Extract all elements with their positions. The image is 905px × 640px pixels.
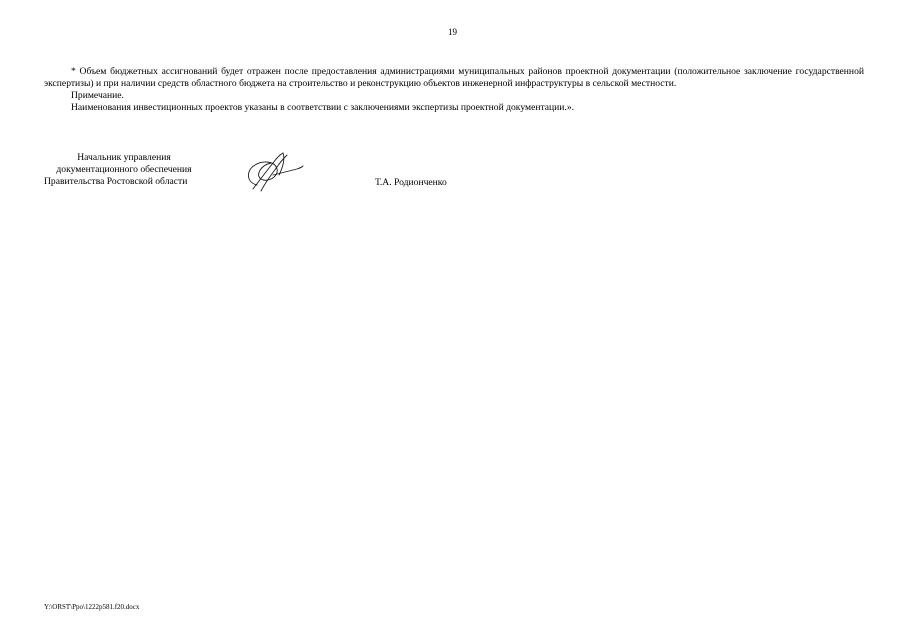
signatory-title [44, 152, 204, 187]
signature-stroke-hook [279, 153, 284, 175]
footer-file-path: Y:\ORST\Ppo\1222p581.f20.docx [44, 603, 140, 611]
remark-label: Примечание. [71, 90, 124, 101]
signatory-title-line-3: Правительства Ростовской области [44, 175, 188, 187]
notes-section [44, 66, 864, 114]
signature-stroke-main [253, 153, 283, 189]
remark-text: Наименования инвестиционных проектов указаны в соответствии с заключениями экспертизы проектной документации.». [71, 102, 575, 113]
handwritten-signature [243, 151, 305, 193]
signatory-title-line-1: Начальник управления [77, 152, 171, 163]
signatory-title-line-2: документационного обеспечения [56, 163, 192, 175]
signatory-name: Т.А. Родионченко [375, 177, 447, 188]
signature-stroke-loop [248, 162, 277, 185]
footnote-text: * Объем бюджетных ассигнований будет отражен после предоставления администрациями муниципальных районов проектной документации (положительное заключение государственной экспертизы) и при наличии средств областного бюджета на строительство и реконструкцию объектов инженерной инфраструктуры в сельской местности. [44, 66, 864, 89]
page-number: 19 [448, 27, 457, 37]
